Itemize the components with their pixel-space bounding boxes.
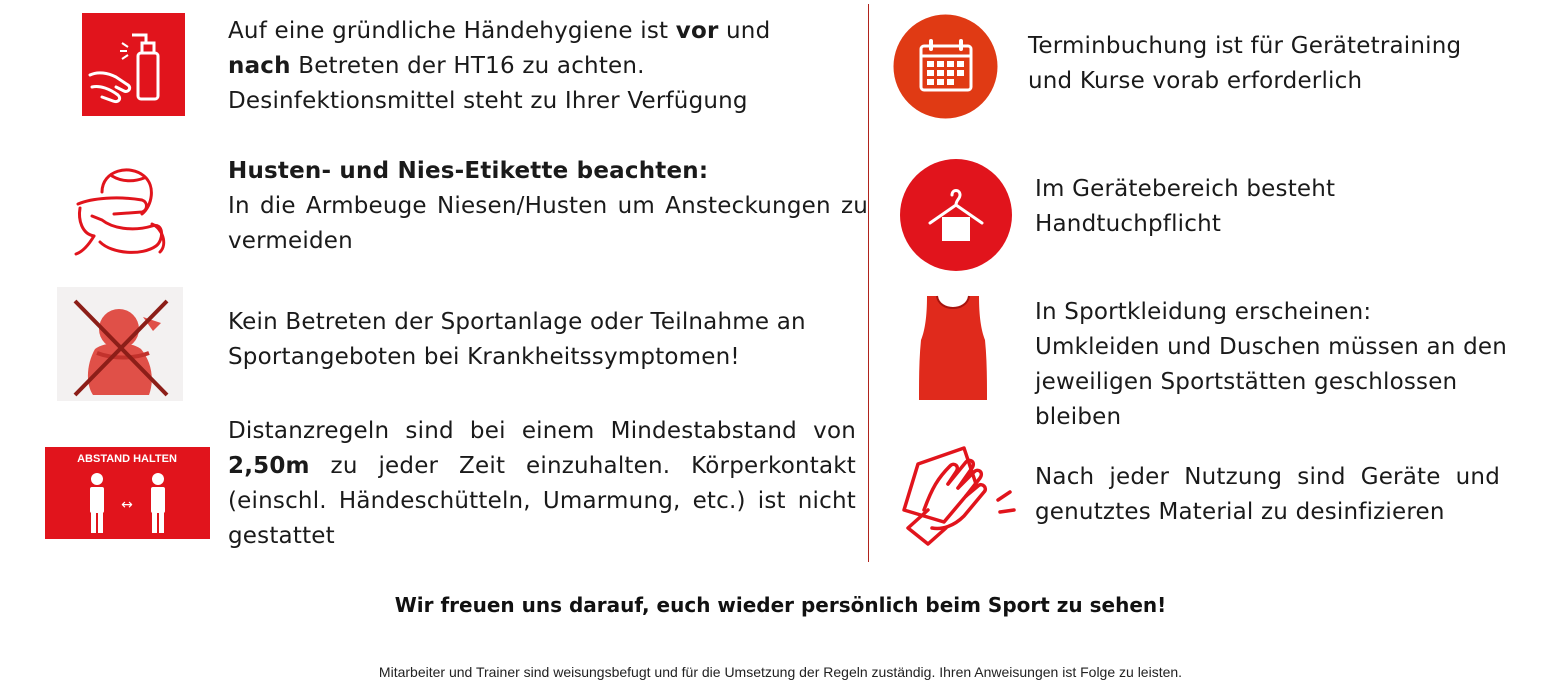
closing-message: Wir freuen uns darauf, euch wieder persönlich beim Sport zu sehen! bbox=[394, 593, 1167, 617]
hand-sanitizer-icon bbox=[82, 13, 185, 116]
cough-heading: Husten- und Nies-Etikette beachten: bbox=[228, 158, 709, 184]
no-sick-person-icon bbox=[57, 287, 183, 401]
towel-line2: Handtuchpflicht bbox=[1035, 211, 1222, 237]
wipe-hand-icon bbox=[898, 444, 1022, 548]
staff-footnote: Mitarbeiter und Trainer sind weisungsbefugt und für die Umsetzung der Regeln zuständig. Ihren Anweisungen ist Folge zu leisten. bbox=[378, 664, 1183, 680]
cough-body: In die Armbeuge Niesen/Husten um Ansteckungen zu vermeiden bbox=[228, 193, 868, 254]
distance-text-a: Distanzregeln sind bei einem Mindestabstand von bbox=[228, 418, 856, 444]
sportswear-line2: Umkleiden und Duschen müssen an den bbox=[1035, 334, 1508, 360]
sportswear-text bbox=[1035, 295, 1535, 435]
column-divider bbox=[868, 4, 869, 562]
towel-text bbox=[1035, 172, 1535, 242]
booking-text bbox=[1028, 29, 1548, 99]
sportswear-line3: jeweiligen Sportstätten geschlossen bbox=[1035, 369, 1458, 395]
distance-text-b: zu jeder Zeit einzuhalten. Körperkontakt (einschl. Händeschütteln, Umarmung, etc.) ist nicht gestattet bbox=[228, 453, 856, 549]
hygiene-line1-end: und bbox=[718, 18, 771, 44]
distance-sign-label: ABSTAND HALTEN bbox=[77, 453, 177, 465]
distance-text bbox=[228, 414, 856, 554]
hygiene-text bbox=[228, 14, 848, 119]
distance-bold: 2,50m bbox=[228, 453, 310, 479]
keep-distance-icon bbox=[45, 447, 210, 539]
tank-top-icon bbox=[917, 294, 989, 402]
hygiene-bold-vor: vor bbox=[675, 18, 719, 44]
towel-line1: Im Gerätebereich besteht bbox=[1035, 176, 1336, 202]
sneeze-into-elbow-icon bbox=[72, 156, 176, 260]
calendar-icon bbox=[893, 14, 998, 119]
sportswear-line4: bleiben bbox=[1035, 404, 1122, 430]
distance-arrow: ↔ bbox=[121, 497, 133, 513]
hygiene-line1: Auf eine gründliche Händehygiene ist bbox=[228, 18, 676, 44]
sportswear-line1: In Sportkleidung erscheinen: bbox=[1035, 299, 1372, 325]
hygiene-line3: Desinfektionsmittel steht zu Ihrer Verfügung bbox=[228, 88, 748, 114]
booking-line1: Terminbuchung ist für Gerätetraining bbox=[1028, 33, 1462, 59]
disinfect-text: Nach jeder Nutzung sind Geräte und genutztes Material zu desinfizieren bbox=[1035, 464, 1500, 525]
sick-text: Kein Betreten der Sportanlage oder Teilnahme an Sportangeboten bei Krankheitssymptomen! bbox=[228, 309, 806, 370]
hygiene-line2: Betreten der HT16 zu achten. bbox=[290, 53, 645, 79]
hygiene-bold-nach: nach bbox=[228, 53, 291, 79]
booking-line2: und Kurse vorab erforderlich bbox=[1028, 68, 1363, 94]
towel-hanger-icon bbox=[900, 159, 1012, 271]
cough-text bbox=[228, 154, 868, 259]
